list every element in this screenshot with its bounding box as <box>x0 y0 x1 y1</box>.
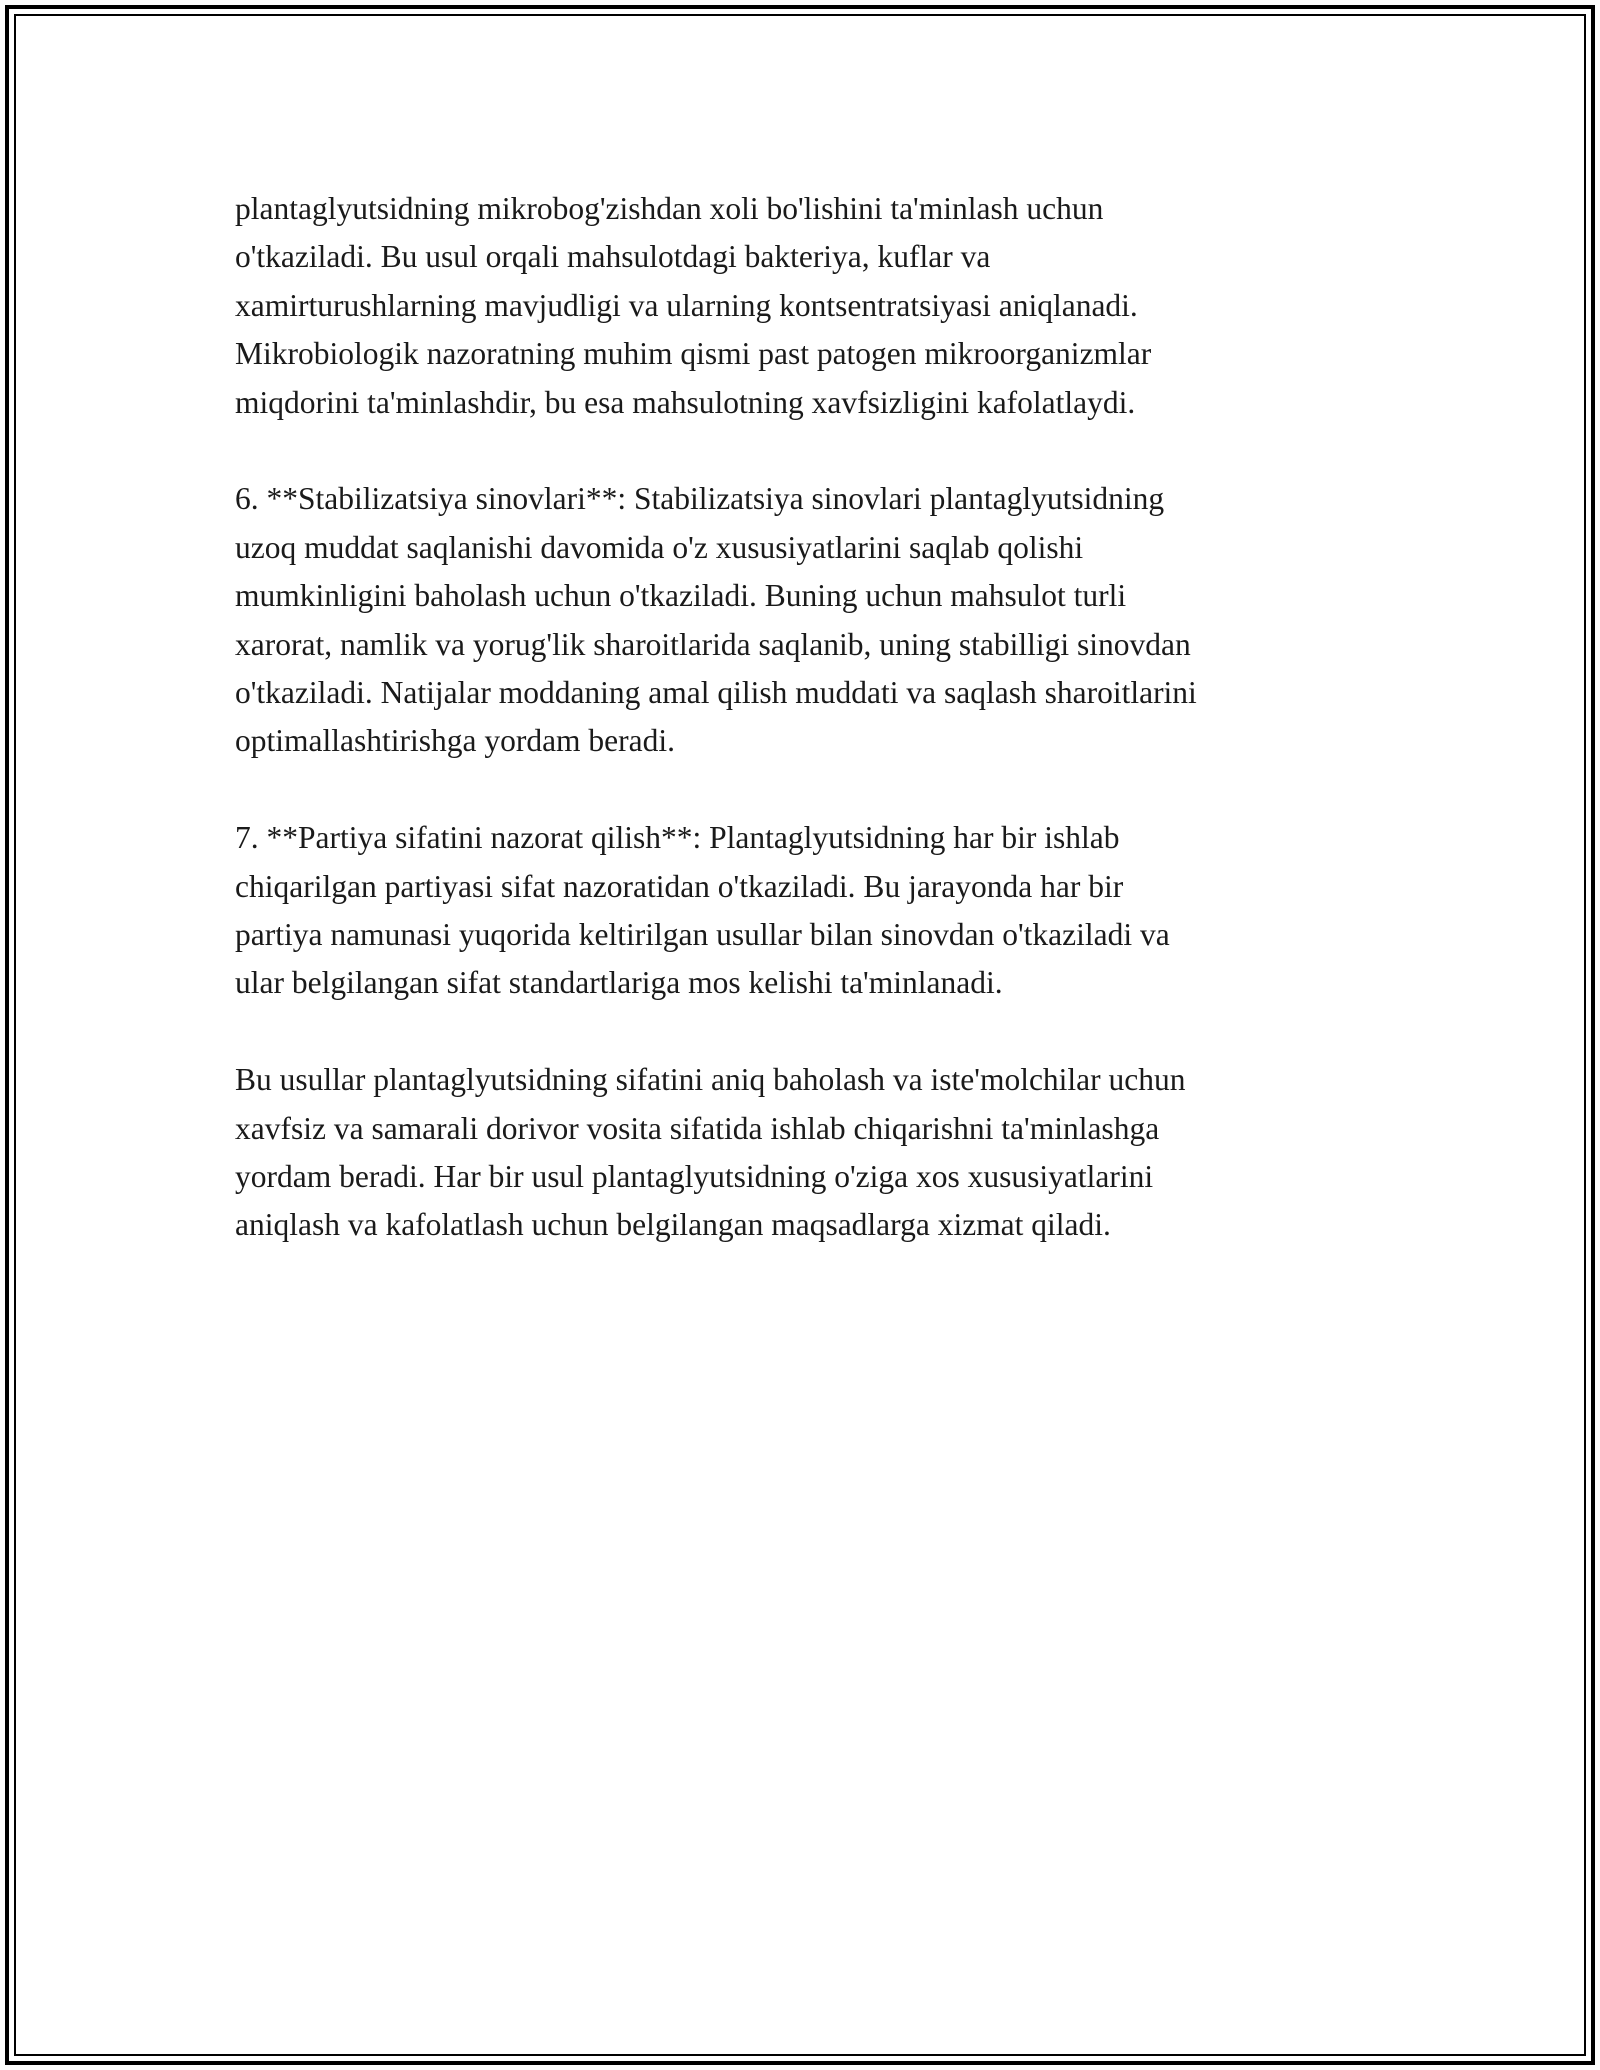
text-line: o'tkaziladi. Bu usul orqali mahsulotdagi bakteriya, kuflar va <box>235 239 991 275</box>
text-line: yordam beradi. Har bir usul plantaglyutsidning o'ziga xos xususiyatlarini <box>235 1159 1154 1195</box>
text-line: xavfsiz va samarali dorivor vosita sifatida ishlab chiqarishni ta'minlashga <box>235 1110 1160 1146</box>
text-line: xamirturushlarning mavjudligi va ularning kontsentratsiyasi aniqlanadi. <box>235 287 1138 323</box>
text-line: xarorat, namlik va yorug'lik sharoitlarida saqlanib, uning stabilligi sinovdan <box>235 626 1191 662</box>
paragraph-conclusion <box>235 1056 1375 1250</box>
text-line: plantaglyutsidning mikrobog'zishdan xoli bo'lishini ta'minlash uchun <box>235 191 1104 226</box>
text-line: optimallashtirishga yordam beradi. <box>235 723 676 759</box>
text-line: 6. **Stabilizatsiya sinovlari**: Stabilizatsiya sinovlari plantaglyutsidning <box>235 481 1165 517</box>
text-line: mumkinligini baholash uchun o'tkaziladi. Buning uchun mahsulot turli <box>235 578 1127 614</box>
text-line: partiya namunasi yuqorida keltirilgan usullar bilan sinovdan o'tkaziladi va <box>235 917 1170 953</box>
document-body <box>235 185 1375 1298</box>
text-line: uzoq muddat saqlanishi davomida o'z xususiyatlarini saqlab qolishi <box>235 529 1084 565</box>
text-line: o'tkaziladi. Natijalar moddaning amal qilish muddati va saqlash sharoitlarini <box>235 675 1197 711</box>
paragraph-stabilization-tests <box>235 475 1375 765</box>
text-line: chiqarilgan partiyasi sifat nazoratidan o'tkaziladi. Bu jarayonda har bir <box>235 868 1124 904</box>
paragraph-batch-quality-control <box>235 814 1375 1008</box>
text-line: Mikrobiologik nazoratning muhim qismi past patogen mikroorganizmlar <box>235 336 1152 372</box>
text-line: 7. **Partiya sifatini nazorat qilish**: Plantaglyutsidning har bir ishlab <box>235 820 1120 856</box>
text-line: aniqlash va kafolatlash uchun belgilangan maqsadlarga xizmat qiladi. <box>235 1207 1111 1243</box>
text-line: miqdorini ta'minlashdir, bu esa mahsulotning xavfsizligini kafolatlaydi. <box>235 384 1136 420</box>
paragraph-microbiological-control <box>235 185 1375 427</box>
text-line: ular belgilangan sifat standartlariga mos kelishi ta'minlanadi. <box>235 965 1003 1001</box>
text-line: Bu usullar plantaglyutsidning sifatini aniq baholash va iste'molchilar uchun <box>235 1062 1186 1098</box>
